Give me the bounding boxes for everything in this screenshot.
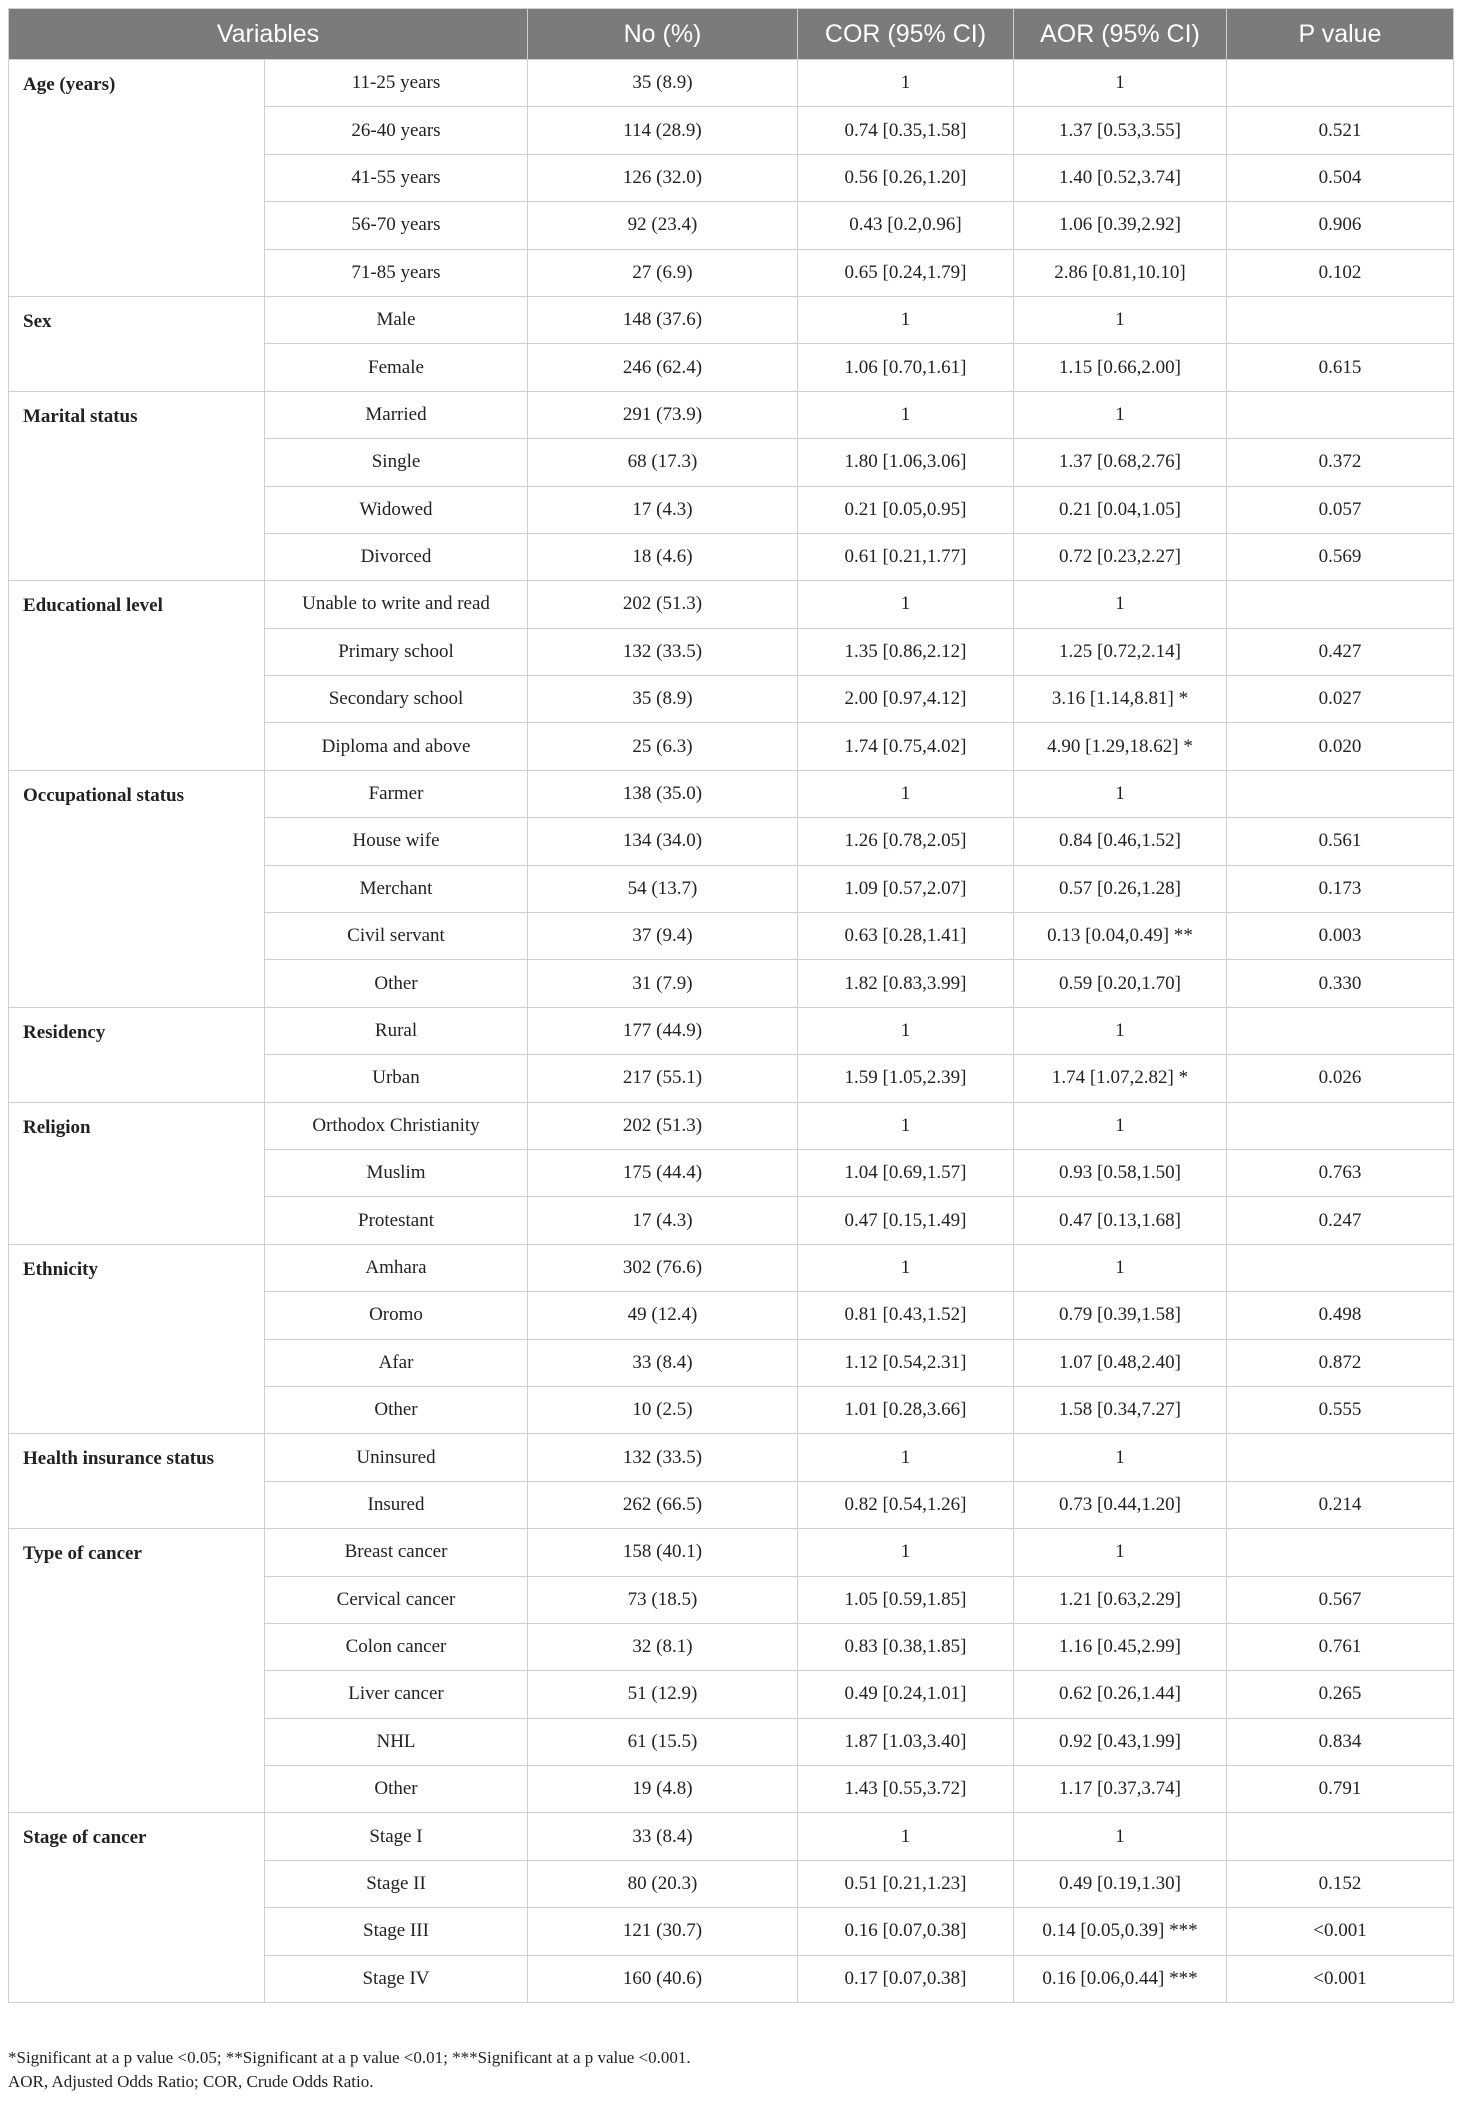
cor-cell: 0.16 [0.07,0.38] [798,1908,1014,1955]
count-cell: 291 (73.9) [528,391,798,438]
aor-cell: 1 [1014,1244,1227,1291]
p-value-cell [1227,1102,1454,1149]
p-value-cell [1227,60,1454,107]
aor-cell: 1.37 [0.68,2.76] [1014,439,1227,486]
category-cell: Female [265,344,528,391]
aor-cell: 1.21 [0.63,2.29] [1014,1576,1227,1623]
category-cell: Unable to write and read [265,581,528,628]
count-cell: 37 (9.4) [528,913,798,960]
table-row [9,1007,1454,1054]
results-table [8,8,1454,2003]
count-cell: 17 (4.3) [528,486,798,533]
aor-cell: 1.17 [0.37,3.74] [1014,1766,1227,1813]
p-value-cell: 0.026 [1227,1055,1454,1102]
p-value-cell: 0.330 [1227,960,1454,1007]
cor-cell: 0.56 [0.26,1.20] [798,154,1014,201]
count-cell: 10 (2.5) [528,1386,798,1433]
p-value-cell: 0.561 [1227,818,1454,865]
category-cell: Breast cancer [265,1529,528,1576]
count-cell: 148 (37.6) [528,296,798,343]
variable-group-label: Stage of cancer [9,1813,265,2003]
count-cell: 121 (30.7) [528,1908,798,1955]
aor-cell: 0.59 [0.20,1.70] [1014,960,1227,1007]
aor-cell: 3.16 [1.14,8.81] * [1014,676,1227,723]
aor-cell: 1 [1014,1007,1227,1054]
category-cell: Secondary school [265,676,528,723]
p-value-cell [1227,1813,1454,1860]
count-cell: 126 (32.0) [528,154,798,201]
count-cell: 73 (18.5) [528,1576,798,1623]
header-variables: Variables [9,9,528,60]
cor-cell: 1.06 [0.70,1.61] [798,344,1014,391]
category-cell: 26-40 years [265,107,528,154]
cor-cell: 1 [798,1529,1014,1576]
cor-cell: 1 [798,770,1014,817]
variable-group-label: Occupational status [9,770,265,1007]
cor-cell: 1.80 [1.06,3.06] [798,439,1014,486]
category-cell: Protestant [265,1197,528,1244]
table-row [9,1434,1454,1481]
p-value-cell [1227,770,1454,817]
aor-cell: 1 [1014,60,1227,107]
count-cell: 132 (33.5) [528,1434,798,1481]
aor-cell: 1 [1014,1529,1227,1576]
p-value-cell: 0.872 [1227,1339,1454,1386]
p-value-cell: <0.001 [1227,1908,1454,1955]
aor-cell: 1.06 [0.39,2.92] [1014,202,1227,249]
count-cell: 68 (17.3) [528,439,798,486]
category-cell: Male [265,296,528,343]
category-cell: Single [265,439,528,486]
aor-cell: 0.84 [0.46,1.52] [1014,818,1227,865]
aor-cell: 0.14 [0.05,0.39] *** [1014,1908,1227,1955]
cor-cell: 0.43 [0.2,0.96] [798,202,1014,249]
aor-cell: 0.93 [0.58,1.50] [1014,1149,1227,1196]
p-value-cell: <0.001 [1227,1955,1454,2002]
category-cell: Orthodox Christianity [265,1102,528,1149]
p-value-cell: 0.265 [1227,1671,1454,1718]
category-cell: NHL [265,1718,528,1765]
count-cell: 51 (12.9) [528,1671,798,1718]
cor-cell: 0.49 [0.24,1.01] [798,1671,1014,1718]
count-cell: 61 (15.5) [528,1718,798,1765]
table-body [9,60,1454,2003]
count-cell: 302 (76.6) [528,1244,798,1291]
p-value-cell: 0.791 [1227,1766,1454,1813]
cor-cell: 0.74 [0.35,1.58] [798,107,1014,154]
cor-cell: 1 [798,581,1014,628]
p-value-cell: 0.569 [1227,533,1454,580]
variable-group-label: Religion [9,1102,265,1244]
cor-cell: 0.65 [0.24,1.79] [798,249,1014,296]
cor-cell: 1.05 [0.59,1.85] [798,1576,1014,1623]
category-cell: Divorced [265,533,528,580]
aor-cell: 0.73 [0.44,1.20] [1014,1481,1227,1528]
category-cell: 56-70 years [265,202,528,249]
variable-group-label: Ethnicity [9,1244,265,1434]
variable-group-label: Residency [9,1007,265,1102]
cor-cell: 1 [798,1244,1014,1291]
count-cell: 114 (28.9) [528,107,798,154]
category-cell: Other [265,1766,528,1813]
p-value-cell: 0.761 [1227,1623,1454,1670]
p-value-cell: 0.498 [1227,1292,1454,1339]
p-value-cell [1227,1007,1454,1054]
p-value-cell [1227,581,1454,628]
variable-group-label: Sex [9,296,265,391]
aor-cell: 1.25 [0.72,2.14] [1014,628,1227,675]
aor-cell: 2.86 [0.81,10.10] [1014,249,1227,296]
category-cell: 71-85 years [265,249,528,296]
category-cell: Stage III [265,1908,528,1955]
p-value-cell [1227,391,1454,438]
count-cell: 31 (7.9) [528,960,798,1007]
aor-cell: 1.40 [0.52,3.74] [1014,154,1227,201]
table-row [9,581,1454,628]
aor-cell: 1.16 [0.45,2.99] [1014,1623,1227,1670]
cor-cell: 1 [798,1007,1014,1054]
table-row [9,296,1454,343]
category-cell: 11-25 years [265,60,528,107]
p-value-cell: 0.567 [1227,1576,1454,1623]
p-value-cell: 0.427 [1227,628,1454,675]
cor-cell: 1.26 [0.78,2.05] [798,818,1014,865]
cor-cell: 0.82 [0.54,1.26] [798,1481,1014,1528]
aor-cell: 0.79 [0.39,1.58] [1014,1292,1227,1339]
count-cell: 54 (13.7) [528,865,798,912]
category-cell: House wife [265,818,528,865]
category-cell: Stage I [265,1813,528,1860]
footnote-significance: *Significant at a p value <0.05; **Significant at a p value <0.01; ***Significant at a p value <0.001. [8,2048,691,2067]
cor-cell: 0.21 [0.05,0.95] [798,486,1014,533]
p-value-cell: 0.102 [1227,249,1454,296]
table-row [9,60,1454,107]
p-value-cell: 0.027 [1227,676,1454,723]
p-value-cell: 0.504 [1227,154,1454,201]
cor-cell: 0.47 [0.15,1.49] [798,1197,1014,1244]
category-cell: Insured [265,1481,528,1528]
aor-cell: 0.21 [0.04,1.05] [1014,486,1227,533]
cor-cell: 0.17 [0.07,0.38] [798,1955,1014,2002]
cor-cell: 0.63 [0.28,1.41] [798,913,1014,960]
aor-cell: 1.07 [0.48,2.40] [1014,1339,1227,1386]
aor-cell: 0.57 [0.26,1.28] [1014,865,1227,912]
cor-cell: 1.35 [0.86,2.12] [798,628,1014,675]
aor-cell: 1 [1014,1434,1227,1481]
category-cell: Uninsured [265,1434,528,1481]
count-cell: 217 (55.1) [528,1055,798,1102]
count-cell: 49 (12.4) [528,1292,798,1339]
p-value-cell [1227,1529,1454,1576]
aor-cell: 1 [1014,581,1227,628]
cor-cell: 1 [798,1102,1014,1149]
table-row [9,1244,1454,1291]
count-cell: 32 (8.1) [528,1623,798,1670]
cor-cell: 1 [798,1434,1014,1481]
cor-cell: 1 [798,391,1014,438]
variable-group-label: Marital status [9,391,265,581]
count-cell: 158 (40.1) [528,1529,798,1576]
header-aor: AOR (95% CI) [1014,9,1227,60]
category-cell: Other [265,960,528,1007]
count-cell: 134 (34.0) [528,818,798,865]
category-cell: Other [265,1386,528,1433]
cor-cell: 1.04 [0.69,1.57] [798,1149,1014,1196]
cor-cell: 1.74 [0.75,4.02] [798,723,1014,770]
category-cell: Primary school [265,628,528,675]
category-cell: 41-55 years [265,154,528,201]
cor-cell: 1.01 [0.28,3.66] [798,1386,1014,1433]
category-cell: Stage II [265,1860,528,1907]
p-value-cell: 0.555 [1227,1386,1454,1433]
cor-cell: 1.82 [0.83,3.99] [798,960,1014,1007]
p-value-cell: 0.173 [1227,865,1454,912]
aor-cell: 0.92 [0.43,1.99] [1014,1718,1227,1765]
cor-cell: 1.12 [0.54,2.31] [798,1339,1014,1386]
p-value-cell: 0.763 [1227,1149,1454,1196]
count-cell: 27 (6.9) [528,249,798,296]
p-value-cell: 0.214 [1227,1481,1454,1528]
count-cell: 35 (8.9) [528,676,798,723]
category-cell: Colon cancer [265,1623,528,1670]
aor-cell: 1.37 [0.53,3.55] [1014,107,1227,154]
variable-group-label: Educational level [9,581,265,771]
aor-cell: 0.72 [0.23,2.27] [1014,533,1227,580]
aor-cell: 0.47 [0.13,1.68] [1014,1197,1227,1244]
aor-cell: 1.58 [0.34,7.27] [1014,1386,1227,1433]
aor-cell: 1 [1014,1102,1227,1149]
aor-cell: 4.90 [1.29,18.62] * [1014,723,1227,770]
count-cell: 246 (62.4) [528,344,798,391]
p-value-cell: 0.906 [1227,202,1454,249]
p-value-cell [1227,296,1454,343]
cor-cell: 1 [798,60,1014,107]
cor-cell: 0.61 [0.21,1.77] [798,533,1014,580]
category-cell: Merchant [265,865,528,912]
variable-group-label: Type of cancer [9,1529,265,1813]
category-cell: Amhara [265,1244,528,1291]
category-cell: Diploma and above [265,723,528,770]
cor-cell: 1.87 [1.03,3.40] [798,1718,1014,1765]
aor-cell: 0.16 [0.06,0.44] *** [1014,1955,1227,2002]
count-cell: 202 (51.3) [528,1102,798,1149]
p-value-cell: 0.834 [1227,1718,1454,1765]
count-cell: 175 (44.4) [528,1149,798,1196]
p-value-cell: 0.615 [1227,344,1454,391]
count-cell: 177 (44.9) [528,1007,798,1054]
count-cell: 33 (8.4) [528,1339,798,1386]
count-cell: 33 (8.4) [528,1813,798,1860]
category-cell: Married [265,391,528,438]
count-cell: 18 (4.6) [528,533,798,580]
aor-cell: 1 [1014,1813,1227,1860]
category-cell: Rural [265,1007,528,1054]
p-value-cell: 0.020 [1227,723,1454,770]
header-p-value: P value [1227,9,1454,60]
cor-cell: 1.43 [0.55,3.72] [798,1766,1014,1813]
table-footnotes [8,2046,1453,2094]
aor-cell: 0.13 [0.04,0.49] ** [1014,913,1227,960]
aor-cell: 1.74 [1.07,2.82] * [1014,1055,1227,1102]
table-row [9,1529,1454,1576]
aor-cell: 1.15 [0.66,2.00] [1014,344,1227,391]
aor-cell: 0.49 [0.19,1.30] [1014,1860,1227,1907]
header-cor: COR (95% CI) [798,9,1014,60]
category-cell: Afar [265,1339,528,1386]
aor-cell: 1 [1014,391,1227,438]
table-row [9,1102,1454,1149]
category-cell: Oromo [265,1292,528,1339]
count-cell: 80 (20.3) [528,1860,798,1907]
p-value-cell: 0.247 [1227,1197,1454,1244]
aor-cell: 1 [1014,770,1227,817]
variable-group-label: Health insurance status [9,1434,265,1529]
cor-cell: 0.83 [0.38,1.85] [798,1623,1014,1670]
p-value-cell: 0.003 [1227,913,1454,960]
header-row [9,9,1454,60]
table-header [9,9,1454,60]
category-cell: Cervical cancer [265,1576,528,1623]
variable-group-label: Age (years) [9,60,265,297]
aor-cell: 1 [1014,296,1227,343]
category-cell: Muslim [265,1149,528,1196]
cor-cell: 0.51 [0.21,1.23] [798,1860,1014,1907]
table-row [9,770,1454,817]
cor-cell: 2.00 [0.97,4.12] [798,676,1014,723]
p-value-cell: 0.057 [1227,486,1454,533]
p-value-cell: 0.521 [1227,107,1454,154]
count-cell: 19 (4.8) [528,1766,798,1813]
count-cell: 92 (23.4) [528,202,798,249]
p-value-cell: 0.152 [1227,1860,1454,1907]
count-cell: 25 (6.3) [528,723,798,770]
aor-cell: 0.62 [0.26,1.44] [1014,1671,1227,1718]
count-cell: 202 (51.3) [528,581,798,628]
p-value-cell [1227,1434,1454,1481]
category-cell: Farmer [265,770,528,817]
table-row [9,391,1454,438]
category-cell: Civil servant [265,913,528,960]
footnote-abbreviations: AOR, Adjusted Odds Ratio; COR, Crude Odds Ratio. [8,2072,374,2091]
count-cell: 35 (8.9) [528,60,798,107]
p-value-cell: 0.372 [1227,439,1454,486]
cor-cell: 1 [798,1813,1014,1860]
cor-cell: 1.59 [1.05,2.39] [798,1055,1014,1102]
count-cell: 138 (35.0) [528,770,798,817]
cor-cell: 1.09 [0.57,2.07] [798,865,1014,912]
table-row [9,1813,1454,1860]
count-cell: 262 (66.5) [528,1481,798,1528]
category-cell: Liver cancer [265,1671,528,1718]
count-cell: 160 (40.6) [528,1955,798,2002]
category-cell: Stage IV [265,1955,528,2002]
cor-cell: 1 [798,296,1014,343]
category-cell: Widowed [265,486,528,533]
count-cell: 17 (4.3) [528,1197,798,1244]
cor-cell: 0.81 [0.43,1.52] [798,1292,1014,1339]
p-value-cell [1227,1244,1454,1291]
count-cell: 132 (33.5) [528,628,798,675]
category-cell: Urban [265,1055,528,1102]
header-no-percent: No (%) [528,9,798,60]
